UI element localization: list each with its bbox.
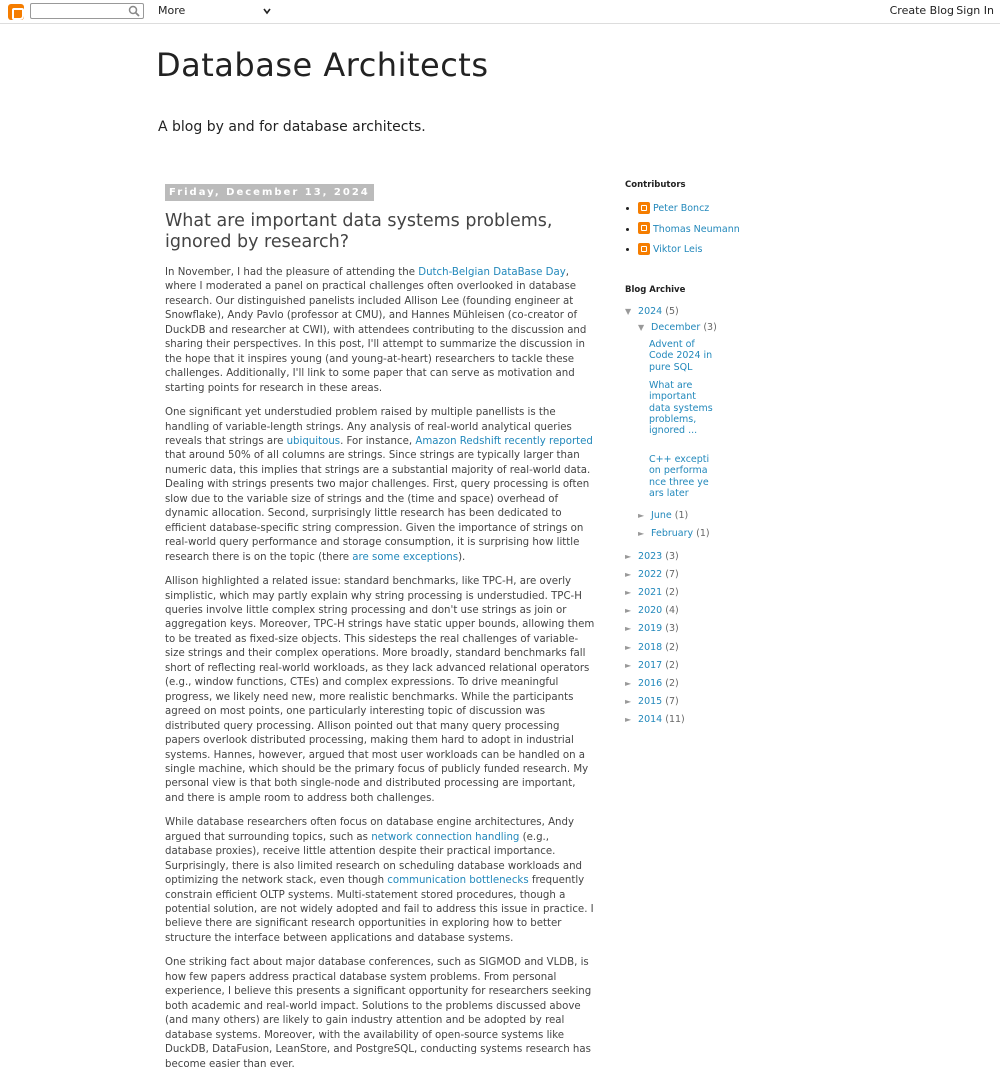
archive-year-link[interactable]: 2014	[638, 714, 663, 725]
archive-year-link[interactable]: 2019	[638, 623, 663, 634]
paragraph-2: One significant yet understudied problem raised by multiple panellists is the handling of variable-length strings. Any analysis of real-world analytical queries reveals that strings are ubiquitous. For instance, Amazon Redshift recently reported that around 50% of all columns are strings. Since strings are typically larger than numeric data, this implies that strings are a substantial majority of real-world data. Dealing with strings presents two major challenges. First, query processing is often slow due to the variable size of strings and the (time and space) overhead of dynamic allocation. Second, surprisingly little research has been dedicated to efficient database-specific string compression. Given the importance of strings on real-world query performance and storage consumption, it is surprising how little research there is on the topic (there are some exceptions).	[165, 407, 593, 563]
blogger-logo-icon[interactable]	[8, 4, 24, 20]
archive-year-link[interactable]: 2016	[638, 678, 663, 689]
dutch-belgian-database-day-link[interactable]: Dutch-Belgian DataBase Day	[418, 267, 566, 278]
archive-year-link[interactable]: 2023	[638, 551, 663, 562]
network-connection-handling-link[interactable]: network connection handling	[371, 831, 520, 843]
navbar	[0, 0, 1000, 24]
archive-post-link[interactable]: Advent of Code 2024 in pure SQL	[649, 339, 713, 373]
archive-year-item: ► 2023 (3)	[625, 551, 679, 562]
expanded-triangle-icon[interactable]: ▼	[638, 323, 645, 332]
contributor-item	[638, 220, 845, 241]
ubiquitous-link[interactable]: ubiquitous	[286, 435, 341, 447]
contributor-link[interactable]: Peter Boncz	[653, 203, 710, 214]
collapsed-triangle-icon[interactable]: ►	[625, 661, 632, 670]
archive-year-item: ► 2018 (2)	[625, 642, 679, 653]
archive-post-link[interactable]: What are important data systems problems, ignored ...	[649, 380, 713, 437]
paragraph-3: Allison highlighted a related issue: standard benchmarks, like TPC-H, are overly simplistic, which may partly explain why string processing is understudied. TPC-H queries involve little complex string processing and don't use strings as join or aggregation keys. Moreover, TPC-H strings have static upper bounds, allowing them to be treated as fixed-size objects. This sidesteps the real challenges of variable-size strings and their complex operations. More broadly, standard benchmarks fall short of reflecting real-world workloads, as they lack advanced relational operators (e.g., window functions, CTEs) and complex expressions. To drive meaningful progress, we likely need new, more realistic benchmarks. While the participants agreed on most points, one particularly interesting topic of discussion was distributed query processing. Allison pointed out that many query processing papers overlook distributed processing, making them hard to adopt in industrial systems. Hannes, however, argued that most user workloads can be handled on a single machine, which should be the primary focus of publicly funded research. My personal view is that both single-node and distributed processing are important, and there is ample room to address both challenges.	[165, 576, 595, 804]
archive-month-february: ► February (1)	[638, 528, 710, 539]
blog-archive-title: Blog Archive	[625, 285, 686, 295]
archive-year-item: ► 2017 (2)	[625, 660, 679, 671]
contributors-title: Contributors	[625, 180, 686, 190]
archive-year-2024: ▼ 2024 (5)	[625, 306, 679, 317]
sign-in-link[interactable]: Sign In	[956, 4, 994, 17]
paragraph-4: While database researchers often focus on database engine architectures, Andy argued that surrounding topics, such as network connection handling (e.g., database proxies), receive little attention despite their practical importance. Surprisingly, there is also limited research on scheduling database workloads and optimizing the network stack, even though communication bottlenecks frequently constrain efficient OLTP systems. Multi-statement stored procedures, though a potential solution, are not widely adopted and fail to address this issue in practice. I believe there are significant research opportunities in exploring how to better structure the interface between applications and database systems.	[165, 817, 594, 944]
collapsed-triangle-icon[interactable]: ►	[625, 606, 632, 615]
archive-year-link[interactable]: 2017	[638, 660, 663, 671]
contributors-list	[638, 199, 845, 261]
create-blog-link[interactable]: Create Blog	[889, 4, 954, 17]
chevron-down-icon[interactable]	[262, 6, 272, 16]
collapsed-triangle-icon[interactable]: ►	[625, 715, 632, 724]
contributor-link[interactable]: Thomas Neumann	[653, 223, 740, 235]
collapsed-triangle-icon[interactable]: ►	[625, 679, 632, 688]
archive-year-link[interactable]: 2018	[638, 642, 663, 653]
collapsed-triangle-icon[interactable]: ►	[625, 570, 632, 579]
collapsed-triangle-icon[interactable]: ►	[625, 697, 632, 706]
archive-post-link[interactable]: C++ exception performance three years later	[649, 454, 710, 499]
contributor-item	[638, 240, 845, 261]
archive-year-item: ► 2014 (11)	[625, 714, 685, 725]
blogger-profile-icon	[638, 222, 650, 234]
blogger-profile-icon	[638, 202, 650, 214]
blog-description: A blog by and for database architects.	[158, 119, 426, 135]
archive-year-link[interactable]: 2021	[638, 587, 663, 598]
collapsed-triangle-icon[interactable]: ►	[638, 529, 645, 538]
collapsed-triangle-icon[interactable]: ►	[625, 624, 632, 633]
archive-year-item: ► 2020 (4)	[625, 605, 679, 616]
paragraph-5: One striking fact about major database conferences, such as SIGMOD and VLDB, is how few papers address practical database system problems. From personal experience, I believe this presents a significant opportunity for researchers seeking both academic and real-world impact. Solutions to the problems discussed above (and many others) are likely to gain industry attention and be adopted by real database systems. Moreover, with the availability of open-source systems like DuckDB, DataFusion, LeanStore, and PostgreSQL, conducting systems research has become easier than ever.	[165, 957, 592, 1070]
archive-year-item: ► 2016 (2)	[625, 678, 679, 689]
archive-year-item: ► 2022 (7)	[625, 569, 679, 580]
archive-post-item	[649, 454, 713, 499]
sidebar	[625, 180, 845, 725]
collapsed-triangle-icon[interactable]: ►	[625, 588, 632, 597]
contributor-item	[638, 199, 845, 220]
collapsed-triangle-icon[interactable]: ►	[638, 511, 645, 520]
archive-year-item: ► 2019 (3)	[625, 623, 679, 634]
more-dropdown[interactable]: More	[158, 4, 186, 17]
archive-month-june: ► June (1)	[638, 510, 689, 521]
search-input[interactable]	[31, 10, 127, 24]
archive-year-link[interactable]: 2022	[638, 569, 663, 580]
collapsed-triangle-icon[interactable]: ►	[625, 552, 632, 561]
communication-bottlenecks-link[interactable]: communication bottlenecks	[387, 875, 529, 887]
expanded-triangle-icon[interactable]: ▼	[625, 307, 632, 316]
post-date: Friday, December 13, 2024	[165, 184, 374, 201]
archive-post-item	[649, 339, 713, 373]
amazon-redshift-link[interactable]: Amazon Redshift recently reported	[415, 435, 593, 447]
archive-month-link[interactable]: February	[651, 528, 694, 539]
archive-post-item	[649, 380, 713, 436]
archive-year-link[interactable]: 2015	[638, 696, 663, 707]
search-icon[interactable]	[128, 5, 140, 17]
blogger-profile-icon	[638, 243, 650, 255]
post-title[interactable]: What are important data systems problems, ignored by research?	[165, 211, 553, 252]
archive-year-item: ► 2015 (7)	[625, 696, 679, 707]
paragraph-1: In November, I had the pleasure of attending the Dutch-Belgian DataBase Day, where I moderated a panel on practical challenges often overlooked in database research. Our distinguished panelists included Allison Lee (founding engineer at Snowflake), Andy Pavlo (professor at CMU), and Hannes Mühleisen (co-creator of DuckDB and researcher at CWI), with attendees contributing to the discussion and sharing their perspectives. In this post, I'll attempt to summarize the discussion in the hope that it inspires young (and young-at-heart) researchers to tackle these challenges. Additionally, I'll link to some paper that can serve as motivation and starting points for research in these areas.	[165, 267, 587, 394]
blog-post	[165, 180, 595, 1082]
collapsed-triangle-icon[interactable]: ►	[625, 643, 632, 652]
archive-month-december: ▼ December (3)	[638, 322, 717, 333]
exceptions-link[interactable]: are some exceptions	[352, 551, 459, 563]
archive-month-link[interactable]: December	[651, 322, 701, 333]
search-box	[30, 3, 144, 19]
archive-year-item: ► 2021 (2)	[625, 587, 679, 598]
contributor-link[interactable]: Viktor Leis	[653, 244, 703, 255]
archive-year-link[interactable]: 2024	[638, 306, 663, 317]
blog-title[interactable]: Database Architects	[156, 46, 489, 84]
post-body	[165, 266, 595, 1072]
archive-year-link[interactable]: 2020	[638, 605, 663, 616]
archive-month-link[interactable]: June	[651, 510, 672, 521]
